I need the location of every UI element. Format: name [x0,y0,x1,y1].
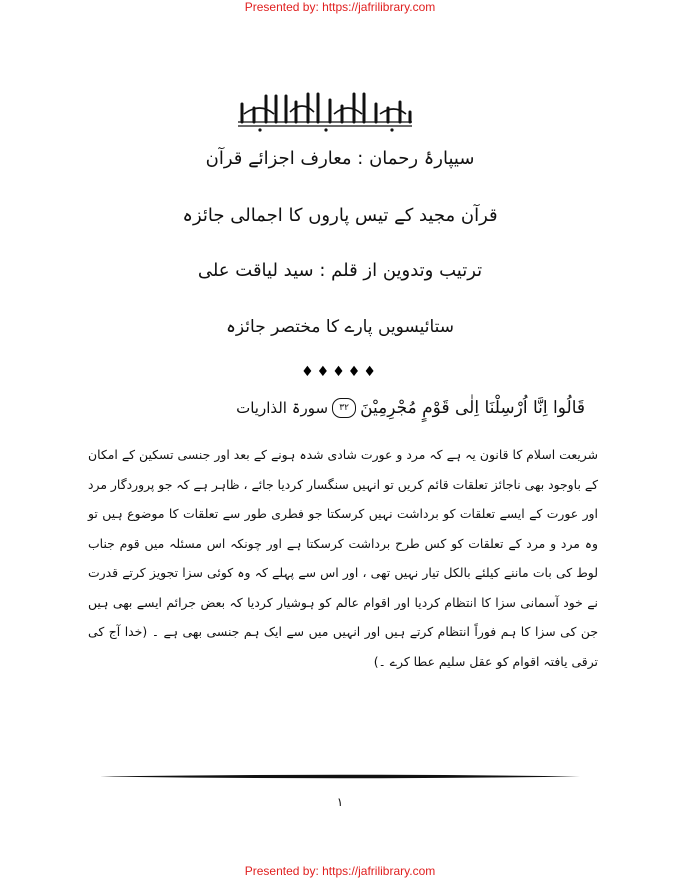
page-number: ١ [336,795,344,809]
book-subtitle: قرآن مجید کے تیس پاروں کا اجمالی جائزہ [182,205,498,226]
footer-divider [100,774,580,779]
series-title: سیپارۂ رحمان : معارف اجزائے قرآن [205,148,475,169]
quran-verse-line [236,398,585,418]
ayah-number-marker: ٣٢ [332,398,356,418]
author-line: ترتیب وتدوین از قلم : سید لیاقت علی [197,260,483,281]
diamond-separator: ♦♦♦♦♦ [301,364,379,380]
watermark-bottom: Presented by: https://jafrilibrary.com [244,864,436,878]
basmala-calligraphy-icon [230,84,420,134]
body-paragraph: شریعت اسلام کا قانون یہ ہے کہ مرد و عورت شادی شدہ ہونے کے بعد اور جنسی تسکین کے امکان کے باوجود بھی ناجائز تعلقات قائم کریں تو انہیں سنگسار کردیا جائے ، ظاہر ہے کہ جو پروردگار مرد اور عورت کے ایسے تعلقات کو برداشت نہیں کرسکتا جو فطری طور سے تعلقات کا موضوع ہیں تو وہ مرد و مرد کے تعلقات کو کس طرح برداشت کرسکتا ہے اور چونکہ اس مسئلہ میں قوم جناب لوط کی بات ماننے کیلئے بالکل تیار نہیں تھی ، اور اس سے پہلے کہ وہ کوئی سزا تجویز کرتے قدرت نے خود آسمانی سزا کا انتظام کردیا اور اقوام عالم کو ہوشیار کردیا کہ بعض جرائم ایسے بھی ہیں جن کی سزا کا ہم فوراً انتظام کرتے ہیں اور انہیں میں سے ایک ہم جنسی بھی ہے ۔ (خدا آج کی ترقی یافتہ اقوام کو عقل سلیم عطا کرے ۔) [88,447,598,669]
surah-name: سورۃ الذاریات [236,399,329,417]
verse-arabic: قَالُوا اِنَّا اُرْسِلْنَا اِلٰی قَوْمٍ مُجْرِمِیْنَ [360,398,585,418]
watermark-top: Presented by: https://jafrilibrary.com [244,0,436,14]
chapter-title: ستائیسویں پارے کا مختصر جائزہ [225,317,455,337]
